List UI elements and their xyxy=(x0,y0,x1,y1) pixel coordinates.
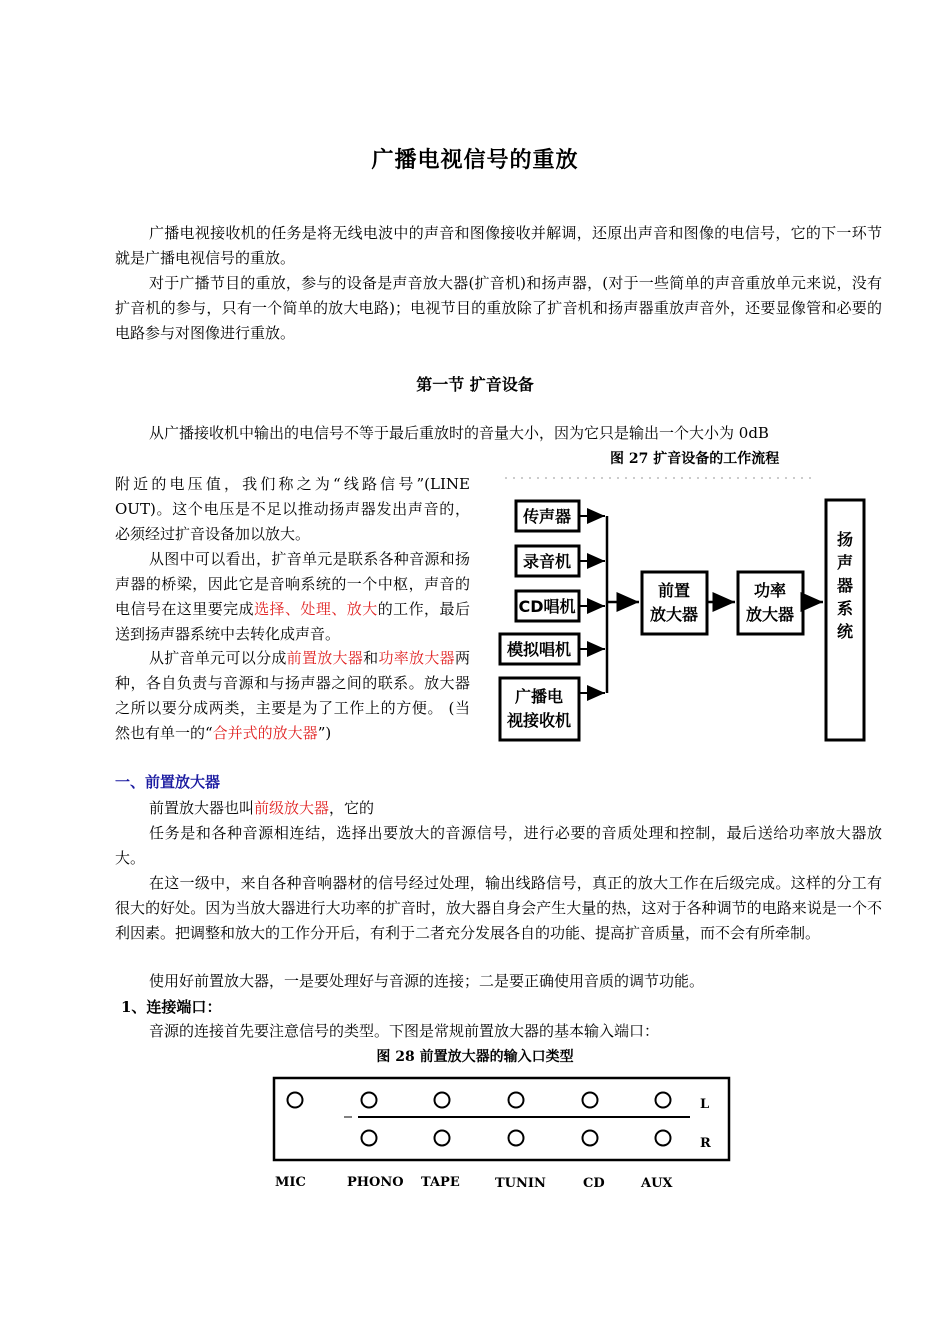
text-run: 和 xyxy=(363,649,379,667)
source-label: 模拟唱机 xyxy=(506,640,572,659)
figure27-caption: 图 27 扩音设备的工作流程 xyxy=(610,451,780,467)
page-title: 广播电视信号的重放 xyxy=(371,147,579,173)
intro-paragraph-1: 广播电视接收机的任务是将无线电波中的声音和图像接收并解调，还原出声音和图像的电信号，它的下一环节就是广播电视信号的重放。 xyxy=(115,224,882,267)
text-run: ”) xyxy=(317,724,332,742)
channel-left-label: L xyxy=(700,1097,710,1112)
subsection-paragraph-2: 任务是和各种音源相连结，选择出要放大的音源信号，进行必要的音质处理和控制，最后送给功率放大器放大。 xyxy=(115,824,882,867)
text-run: 的工作，最后送到扬声器系统中去转化成声音。 xyxy=(115,600,470,643)
highlight-text: 前置放大器 xyxy=(286,649,364,667)
section1-paragraph-3 xyxy=(115,646,470,746)
subsection-paragraph-1 xyxy=(115,796,882,821)
highlight-text: 功率放大器 xyxy=(378,649,455,667)
subsection-paragraph-4: 使用好前置放大器，一是要处理好与音源的连接；二是要正确使用音质的调节功能。 xyxy=(149,972,705,990)
intro-paragraph-2: 对于广播节目的重放，参与的设备是声音放大器(扩音机)和扬声器，(对于一些简单的声音重放单元来说，没有扩音机的参与，只有一个简单的放大电路)；电视节目的重放除了扩音机和扬声器重放声音外，还要显像管和必要的电路参与对图像进行重放。 xyxy=(115,274,882,342)
source-label: 视接收机 xyxy=(506,711,572,730)
port-label-tuner: TUNIN xyxy=(495,1176,546,1191)
preamp-label: 放大器 xyxy=(649,605,699,624)
port-label-cd: CD xyxy=(583,1176,605,1191)
source-label: 传声器 xyxy=(522,507,572,526)
section1-paragraph-1-rest: 附近的电压值，我们称之为“线路信号”(LINE OUT)。这个电压是不足以推动扬声器发出声音的，必须经过扩音设备加以放大。 xyxy=(115,475,470,543)
sub-subsection-paragraph-1: 音源的连接首先要注意信号的类型。下图是常规前置放大器的基本输入端口： xyxy=(149,1022,660,1040)
channel-right-label: R xyxy=(700,1136,711,1151)
speaker-label: 器 xyxy=(836,576,854,595)
source-label: 录音机 xyxy=(522,552,572,571)
port-label-mic: MIC xyxy=(275,1175,306,1190)
highlight-text: 选择、处理、放大 xyxy=(254,600,378,618)
section1-paragraph-2 xyxy=(115,547,470,647)
highlight-text: 合并式的放大器 xyxy=(212,724,318,742)
sub-subsection-heading: 1、连接端口： xyxy=(121,998,222,1016)
port-label-aux: AUX xyxy=(641,1176,673,1191)
power-amp-label: 功率 xyxy=(753,581,787,600)
speaker-label: 统 xyxy=(836,622,854,641)
preamp-label: 前置 xyxy=(657,581,691,600)
section-title: 第一节 扩音设备 xyxy=(416,375,534,394)
text-run: 从扩音单元可以分成 xyxy=(149,649,287,667)
input-panel xyxy=(274,1078,729,1160)
highlight-text: 前级放大器 xyxy=(254,799,330,817)
power-amp-label: 放大器 xyxy=(745,605,795,624)
subsection-heading: 一、前置放大器 xyxy=(115,773,221,791)
source-label: CD唱机 xyxy=(518,597,576,616)
port-label-tape: TAPE xyxy=(421,1175,460,1190)
text-run: 前置放大器也叫 xyxy=(149,799,255,817)
figure27-diagram xyxy=(485,475,885,750)
text-run: 从图中可以看出，扩音单元是联系各种音源和扬声器的桥梁，因此它是音响系统的一个中枢，声音的电信号在这里要完成 xyxy=(115,550,470,618)
port-label-phono: PHONO xyxy=(347,1175,404,1190)
text-run: ，它的 xyxy=(329,799,375,817)
source-label: 广播电 xyxy=(514,687,564,706)
figure28-caption: 图 28 前置放大器的输入口类型 xyxy=(376,1049,574,1065)
figure28-diagram xyxy=(270,1073,735,1203)
subsection-paragraph-3: 在这一级中，来自各种音响器材的信号经过处理，输出线路信号，真正的放大工作在后级完成。这样的分工有很大的好处。因为当放大器进行大功率的扩音时，放大器自身会产生大量的热，这对于各种调节的电路来说是一个不利因素。把调整和放大的工作分开后，有利于二者充分发展各自的功能、提高扩音质量，而不会有所牵制。 xyxy=(115,874,882,942)
section1-paragraph-1-line1: 从广播接收机中输出的电信号不等于最后重放时的音量大小，因为它只是输出一个大小为 0dB xyxy=(149,424,769,442)
speaker-label: 扬 xyxy=(836,530,854,549)
speaker-label: 声 xyxy=(836,553,854,572)
text-run: 两种，各自负责与音源和与扬声器之间的联系。放大器之所以要分成两类，主要是为了工作上的方便。 (当然也有单一的“ xyxy=(115,649,470,742)
speaker-label: 系 xyxy=(836,599,854,618)
